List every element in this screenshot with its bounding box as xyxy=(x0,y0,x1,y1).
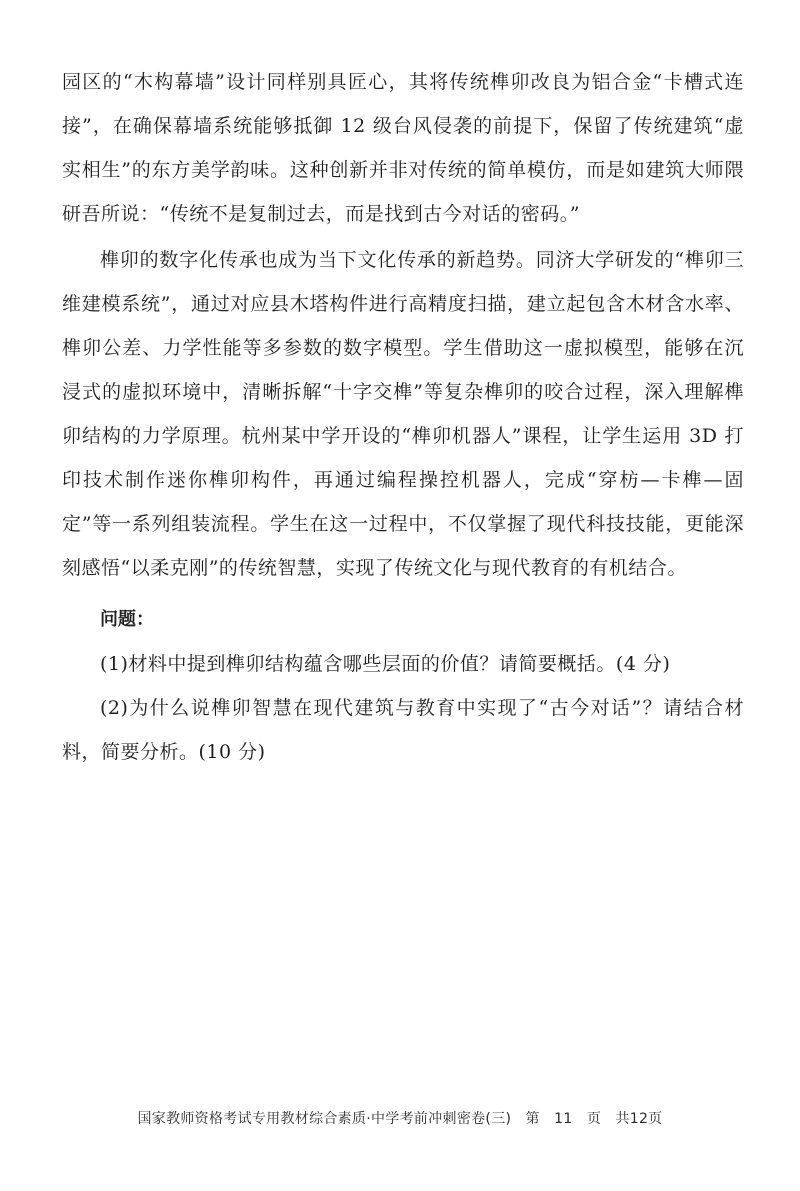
paragraph-digital-heritage: 榫卯的数字化传承也成为当下文化传承的新趋势。同济大学研发的“榫卯三维建模系统”，通过对应县木塔构件进行高精度扫描，建立起包含木材含水率、榫卯公差、力学性能等多参数的数字模型。学生借助这一虚拟模型，能够在沉浸式的虚拟环境中，清晰拆解“十字交榫”等复杂榫卯的咬合过程，深入理解榫卯结构的力学原理。杭州某中学开设的“榫卯机器人”课程，让学生运用 3D 打印技术制作迷你榫卯构件，再通过编程操控机器人，完成“穿枋—卡榫—固定”等一系列组装流程。学生在这一过程中，不仅掌握了现代科技技能，更能深刻感悟“以柔克刚”的传统智慧，实现了传统文化与现代教育的有机结合。 xyxy=(62,249,744,579)
question-1: (1)材料中提到榫卯结构蕴含哪些层面的价值？请简要概括。(4 分) xyxy=(100,653,671,675)
page-footer: 国家教师资格考试专用教材综合素质·中学考前冲刺密卷(三) 第 11 页 共12页 xyxy=(137,1111,663,1127)
question-2: (2)为什么说榫卯智慧在现代建筑与教育中实现了“古今对话”？请结合材料，简要分析。(10 分) xyxy=(62,697,744,763)
paragraph-curtain-wall: 园区的“木构幕墙”设计同样别具匠心，其将传统榫卯改良为铝合金“卡槽式连接”，在确保幕墙系统能够抵御 12 级台风侵袭的前提下，保留了传统建筑“虚实相生”的东方美学韵味。这种创新并非对传统的简单模仿，而是如建筑大师隈研吾所说：“传统不是复制过去，而是找到古今对话的密码。” xyxy=(62,71,744,225)
questions-heading: 问题： xyxy=(100,609,154,630)
document-body xyxy=(62,60,744,774)
